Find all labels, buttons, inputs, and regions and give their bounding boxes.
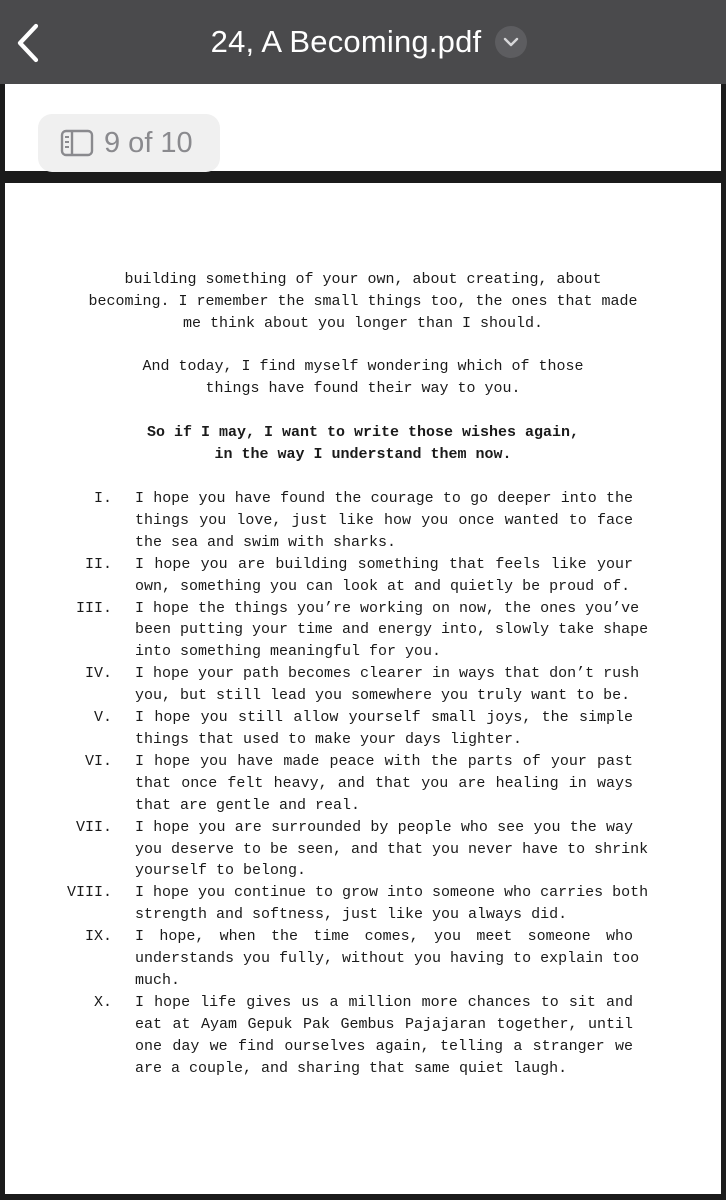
list-item bbox=[5, 992, 721, 1080]
list-numeral: II. bbox=[84, 555, 112, 573]
list-numeral: VI. bbox=[84, 752, 112, 770]
list-numeral: X. bbox=[93, 993, 112, 1011]
list-numeral: IX. bbox=[84, 928, 112, 946]
text-line: I hope you continue to grow into someone who carries both bbox=[135, 884, 649, 902]
text-line: are a couple, and sharing that same quiet laugh. bbox=[135, 1059, 568, 1077]
text-line: me think about you longer than I should. bbox=[182, 315, 544, 332]
list-item bbox=[5, 707, 721, 751]
intro-paragraph bbox=[5, 269, 721, 335]
text-line: own, something you can look at and quietly be proud of. bbox=[135, 577, 631, 595]
text-line: I hope you have made peace with the parts of your past bbox=[135, 752, 633, 770]
text-line: that are gentle and real. bbox=[135, 796, 361, 814]
text-line: I hope you are building something that feels like your bbox=[135, 555, 633, 573]
text-line: yourself to belong. bbox=[135, 862, 307, 880]
list-item bbox=[5, 926, 721, 992]
text-line: the sea and swim with sharks. bbox=[135, 533, 397, 551]
page-indicator[interactable] bbox=[38, 114, 220, 172]
page-indicator-text: 9 of 10 bbox=[104, 126, 193, 159]
list-numeral: I. bbox=[93, 490, 112, 507]
chevron-down-icon bbox=[503, 37, 519, 47]
list-numeral: VII. bbox=[75, 818, 112, 836]
text-line: I hope you still allow yourself small joys, the simple bbox=[135, 709, 633, 727]
text-line: much. bbox=[135, 971, 181, 989]
current-page bbox=[5, 183, 721, 1194]
document-title[interactable]: 24, A Becoming.pdf bbox=[210, 24, 482, 59]
list-numeral: VIII. bbox=[66, 884, 112, 902]
text-line: I hope you have found the courage to go deeper into the bbox=[135, 490, 633, 507]
list-item bbox=[5, 882, 721, 926]
second-paragraph bbox=[5, 356, 721, 400]
list-numeral: V. bbox=[93, 709, 112, 727]
text-line: that once felt heavy, and that you are healing in ways bbox=[135, 774, 633, 792]
text-line: strength and softness, just like you always did. bbox=[135, 906, 568, 924]
list-numeral: III. bbox=[75, 599, 112, 617]
text-line: eat at Ayam Gepuk Pak Gembus Pajajaran together, until bbox=[135, 1015, 633, 1033]
list-item bbox=[5, 817, 721, 883]
text-line: things that used to make your days lighter. bbox=[135, 730, 523, 748]
text-line: you, but still lead you somewhere you truly want to be. bbox=[135, 687, 631, 705]
list-item bbox=[5, 598, 721, 664]
sidebar-icon bbox=[60, 129, 94, 157]
text-line: And today, I find myself wondering which of those bbox=[142, 358, 584, 375]
wishes-list bbox=[5, 488, 721, 1079]
text-line: one day we find ourselves again, telling a stranger we bbox=[135, 1037, 633, 1055]
text-line: I hope you are surrounded by people who see you the way bbox=[135, 818, 633, 836]
text-line: I hope, when the time comes, you meet someone who bbox=[135, 928, 633, 946]
text-line: things you love, just like how you once wanted to face bbox=[135, 511, 633, 529]
title-menu-button[interactable] bbox=[495, 26, 527, 58]
text-line: I hope life gives us a million more chances to sit and bbox=[135, 993, 633, 1011]
text-line: been putting your time and energy into, slowly take shape bbox=[135, 621, 649, 639]
text-line: I hope your path becomes clearer in ways that don’t rush bbox=[135, 665, 640, 683]
bold-paragraph bbox=[5, 422, 721, 466]
text-line: building something of your own, about creating, about bbox=[124, 271, 602, 288]
list-item bbox=[5, 663, 721, 707]
text-line: things have found their way to you. bbox=[205, 380, 521, 397]
title-area bbox=[0, 0, 726, 84]
list-item bbox=[5, 751, 721, 817]
text-line: in the way I understand them now. bbox=[214, 446, 512, 463]
text-line: becoming. I remember the small things too, the ones that made bbox=[88, 293, 638, 310]
text-line: understands you fully, without you having to explain too bbox=[135, 950, 640, 968]
text-line: you deserve to be seen, and that you never have to shrink bbox=[135, 840, 649, 858]
text-line: I hope the things you’re working on now, the ones you’ve bbox=[135, 599, 640, 617]
list-item bbox=[5, 554, 721, 598]
navigation-bar bbox=[0, 0, 726, 84]
text-line: So if I may, I want to write those wishes again, bbox=[146, 424, 580, 441]
list-item bbox=[5, 488, 721, 554]
text-line: into something meaningful for you. bbox=[135, 643, 442, 661]
list-numeral: IV. bbox=[84, 665, 112, 683]
